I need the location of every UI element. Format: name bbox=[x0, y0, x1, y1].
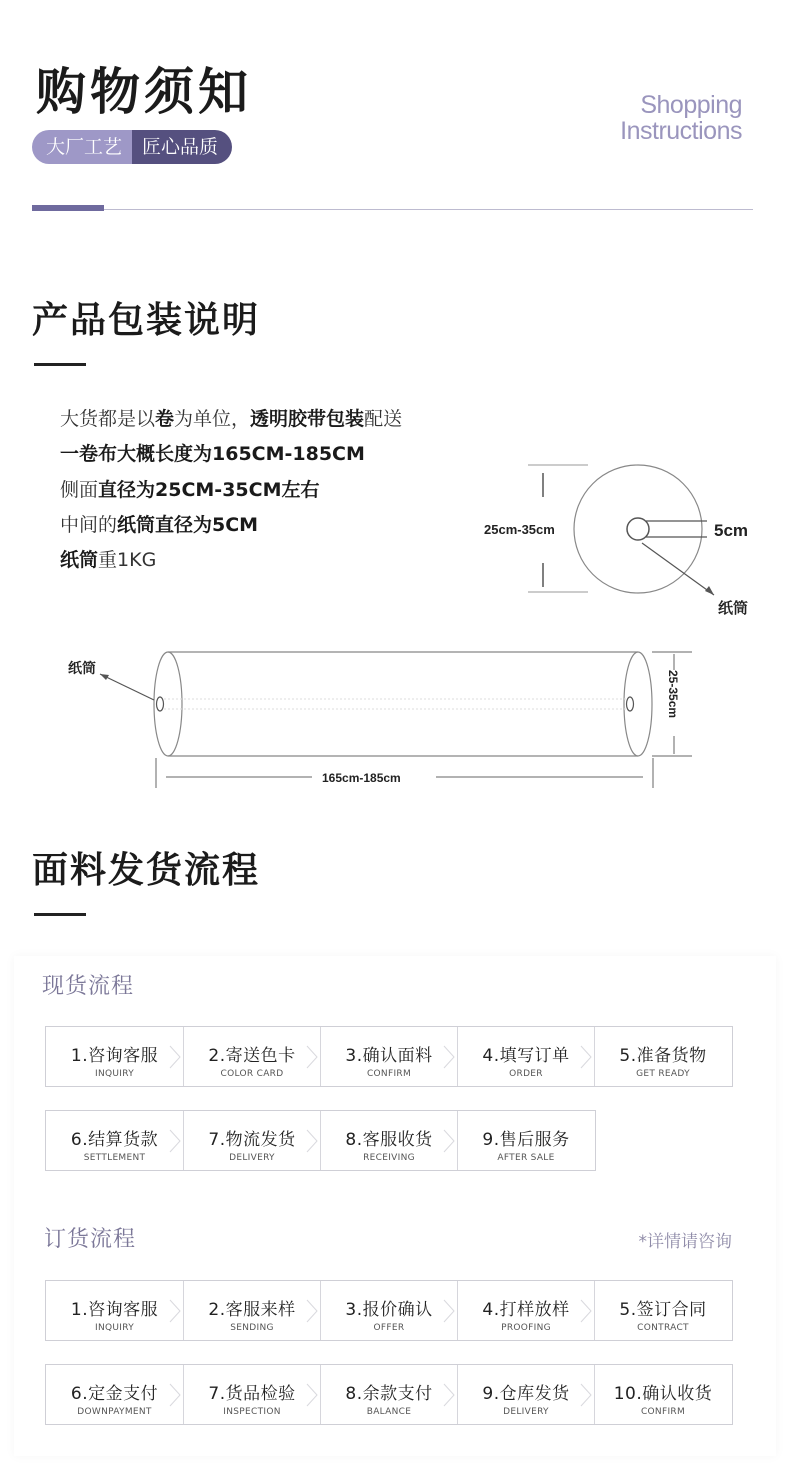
process-step bbox=[183, 1281, 320, 1340]
roll-core-label: 纸筒 bbox=[68, 661, 96, 677]
line4-a: 中间的 bbox=[60, 514, 118, 536]
chevron-right-icon bbox=[443, 1299, 455, 1323]
core-circle bbox=[627, 518, 649, 540]
process-step-english-label: AFTER SALE bbox=[497, 1153, 555, 1163]
tagline-pill bbox=[32, 130, 232, 164]
process-step-english-label: INQUIRY bbox=[95, 1069, 134, 1079]
core-label: 纸筒 bbox=[718, 599, 749, 617]
header-divider bbox=[32, 209, 753, 210]
packaging-text-line-2 bbox=[60, 439, 365, 466]
line4-b: 纸筒直径为5CM bbox=[117, 514, 259, 536]
process-step bbox=[457, 1111, 594, 1170]
process-step-english-label: DELIVERY bbox=[503, 1407, 549, 1417]
process-step-english-label: INQUIRY bbox=[95, 1323, 134, 1333]
process-step bbox=[320, 1281, 457, 1340]
process-step-english-label: INSPECTION bbox=[223, 1407, 281, 1417]
chevron-right-icon bbox=[580, 1299, 592, 1323]
roll-core-left bbox=[157, 697, 164, 711]
order-process-title: 订货流程 bbox=[44, 1227, 137, 1252]
page-title: 购物须知 bbox=[36, 63, 252, 121]
chevron-right-icon bbox=[169, 1129, 181, 1153]
process-step bbox=[320, 1365, 457, 1424]
process-step-label: 7.货品检验 bbox=[208, 1384, 296, 1404]
roll-diameter-label: 25-35cm bbox=[666, 670, 680, 719]
process-step-label: 8.余款支付 bbox=[345, 1384, 433, 1404]
process-step bbox=[457, 1027, 594, 1086]
process-step-english-label: PROOFING bbox=[501, 1323, 551, 1333]
roll-length-diagram bbox=[60, 640, 700, 800]
page-title-english bbox=[592, 92, 742, 144]
process-step-label: 4.填写订单 bbox=[482, 1046, 570, 1066]
packaging-heading-bar bbox=[34, 363, 86, 366]
process-step-label: 1.咨询客服 bbox=[70, 1300, 159, 1320]
order-process-note: *详情请咨询 bbox=[638, 1232, 732, 1252]
process-step-label: 7.物流发货 bbox=[208, 1130, 296, 1150]
process-step bbox=[46, 1027, 183, 1086]
process-step bbox=[594, 1365, 731, 1424]
stock-process-row-1 bbox=[45, 1026, 733, 1087]
chevron-right-icon bbox=[580, 1045, 592, 1069]
chevron-right-icon bbox=[306, 1299, 318, 1323]
core-pointer-arrowhead bbox=[705, 586, 714, 595]
line1-d: 透明胶带包装 bbox=[250, 408, 365, 430]
chevron-right-icon bbox=[306, 1383, 318, 1407]
process-step-label: 6.结算货款 bbox=[70, 1130, 159, 1150]
process-step-label: 10.确认收货 bbox=[613, 1384, 713, 1404]
process-step bbox=[594, 1281, 731, 1340]
process-step bbox=[183, 1111, 320, 1170]
roll-core-right bbox=[627, 697, 634, 711]
packaging-text-line-3 bbox=[60, 475, 320, 502]
process-step-english-label: OFFER bbox=[373, 1323, 405, 1333]
tagline-right: 匠心品质 bbox=[132, 130, 232, 164]
tagline-left: 大厂工艺 bbox=[32, 130, 132, 164]
chevron-right-icon bbox=[580, 1383, 592, 1407]
english-title-line-1: Shopping bbox=[640, 91, 742, 119]
process-step-english-label: BALANCE bbox=[366, 1407, 412, 1417]
line1-b: 卷 bbox=[155, 408, 175, 430]
chevron-right-icon bbox=[306, 1045, 318, 1069]
chevron-right-icon bbox=[169, 1299, 181, 1323]
process-step bbox=[457, 1281, 594, 1340]
process-step-label: 2.寄送色卡 bbox=[208, 1046, 296, 1066]
chevron-right-icon bbox=[443, 1045, 455, 1069]
process-step-english-label: ORDER bbox=[509, 1069, 543, 1079]
packaging-heading: 产品包装说明 bbox=[32, 300, 261, 341]
line3-a: 侧面 bbox=[60, 479, 99, 501]
process-step-english-label: CONTRACT bbox=[637, 1323, 689, 1333]
line1-e: 配送 bbox=[364, 408, 403, 430]
process-step-label: 5.准备货物 bbox=[619, 1046, 707, 1066]
process-step-english-label: DELIVERY bbox=[229, 1153, 275, 1163]
stock-process-row-2 bbox=[45, 1110, 596, 1171]
line3-b: 直径为25CM-35CM左右 bbox=[98, 479, 320, 501]
process-step bbox=[457, 1365, 594, 1424]
packaging-text-line-4 bbox=[60, 510, 258, 537]
process-step-label: 9.售后服务 bbox=[482, 1130, 570, 1150]
shipping-heading-bar bbox=[34, 913, 86, 916]
roll-side-view-diagram bbox=[470, 455, 770, 625]
process-step bbox=[46, 1281, 183, 1340]
process-step-label: 4.打样放样 bbox=[482, 1300, 570, 1320]
process-step bbox=[183, 1027, 320, 1086]
process-step-label: 5.签订合同 bbox=[619, 1300, 707, 1320]
line2: 一卷布大概长度为165CM-185CM bbox=[60, 443, 365, 465]
line1-c: 为单位， bbox=[174, 408, 251, 430]
process-step-english-label: DOWNPAYMENT bbox=[77, 1407, 152, 1417]
process-step bbox=[594, 1027, 731, 1086]
header-divider-accent bbox=[32, 205, 104, 211]
process-step-label: 9.仓库发货 bbox=[482, 1384, 570, 1404]
order-process-row-1 bbox=[45, 1280, 733, 1341]
packaging-text-line-5 bbox=[60, 545, 156, 572]
process-step bbox=[46, 1111, 183, 1170]
process-step bbox=[320, 1111, 457, 1170]
process-step-english-label: SETTLEMENT bbox=[83, 1153, 146, 1163]
process-step-label: 8.客服收货 bbox=[345, 1130, 433, 1150]
process-step bbox=[183, 1365, 320, 1424]
packaging-text-line-1 bbox=[60, 404, 402, 431]
process-step-english-label: RECEIVING bbox=[363, 1153, 415, 1163]
process-step-label: 3.报价确认 bbox=[345, 1300, 433, 1320]
line5-b: 重1KG bbox=[98, 549, 157, 571]
chevron-right-icon bbox=[169, 1383, 181, 1407]
chevron-right-icon bbox=[306, 1129, 318, 1153]
process-step-english-label: CONFIRM bbox=[366, 1069, 412, 1079]
process-step-label: 3.确认面料 bbox=[345, 1046, 433, 1066]
process-step-label: 1.咨询客服 bbox=[70, 1046, 159, 1066]
order-process-row-2 bbox=[45, 1364, 733, 1425]
process-step-label: 6.定金支付 bbox=[70, 1384, 159, 1404]
roll-length-label: 165cm-185cm bbox=[322, 771, 401, 785]
stock-process-title: 现货流程 bbox=[42, 974, 135, 999]
process-step bbox=[320, 1027, 457, 1086]
roll-core-pointer-arrowhead bbox=[100, 674, 109, 680]
process-step-english-label: COLOR CARD bbox=[220, 1069, 284, 1079]
roll-core-pointer-line bbox=[100, 674, 154, 700]
line5-a: 纸筒 bbox=[60, 549, 99, 571]
process-step-label: 2.客服来样 bbox=[208, 1300, 296, 1320]
process-step-english-label: CONFIRM bbox=[640, 1407, 686, 1417]
chevron-right-icon bbox=[443, 1129, 455, 1153]
line1-a: 大货都是以 bbox=[60, 408, 156, 430]
chevron-right-icon bbox=[443, 1383, 455, 1407]
chevron-right-icon bbox=[169, 1045, 181, 1069]
side-diameter-label: 25cm-35cm bbox=[484, 522, 555, 537]
core-diameter-label: 5cm bbox=[714, 521, 749, 540]
process-step-english-label: SENDING bbox=[230, 1323, 274, 1333]
shipping-heading: 面料发货流程 bbox=[32, 850, 261, 891]
process-step bbox=[46, 1365, 183, 1424]
english-title-line-2: Instructions bbox=[620, 117, 742, 145]
process-step-english-label: GET READY bbox=[636, 1069, 690, 1079]
